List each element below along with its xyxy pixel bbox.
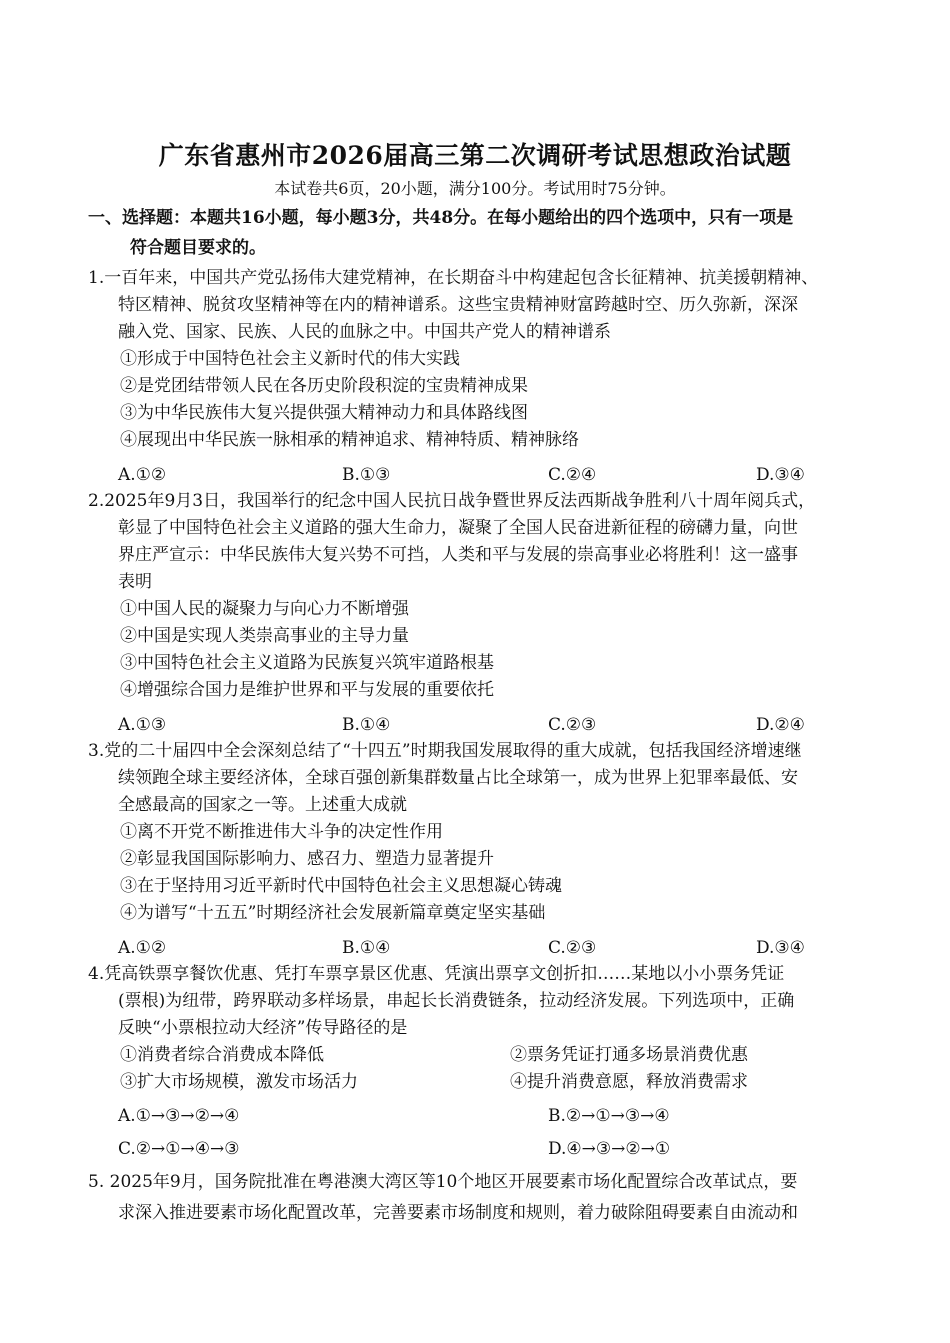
q4-statement: ②票务凭证打通多场景消费优惠 (510, 1045, 748, 1065)
q4-statement: ①消费者综合消费成本降低 (120, 1045, 324, 1065)
q3-option-b: B.①④ (342, 938, 391, 958)
q3-stem-line: 3.党的二十届四中全会深刻总结了“十四五”时期我国发展取得的重大成就，包括我国经济增速继 (88, 741, 802, 761)
q1-option-c: C.②④ (548, 465, 597, 485)
q2-stem-line: 界庄严宣示：中华民族伟大复兴势不可挡，人类和平与发展的崇高事业必将胜利！这一盛事 (118, 545, 798, 565)
q2-statement: ④增强综合国力是维护世界和平与发展的重要依托 (120, 680, 494, 700)
q1-statement: ②是党团结带领人民在各历史阶段积淀的宝贵精神成果 (120, 376, 528, 396)
q3-option-d: D.③④ (756, 938, 805, 958)
q3-statement: ③在于坚持用习近平新时代中国特色社会主义思想凝心铸魂 (120, 876, 562, 896)
q4-option-c: C.②→①→④→③ (118, 1139, 240, 1159)
q2-statement: ①中国人民的凝聚力与向心力不断增强 (120, 599, 409, 619)
q1-statement: ③为中华民族伟大复兴提供强大精神动力和具体路线图 (120, 403, 528, 423)
q2-stem-line: 2.2025年9月3日，我国举行的纪念中国人民抗日战争暨世界反法西斯战争胜利八十周年阅兵式， (88, 491, 816, 511)
q3-statement: ①离不开党不断推进伟大斗争的决定性作用 (120, 822, 443, 842)
q1-stem-line: 特区精神、脱贫攻坚精神等在内的精神谱系。这些宝贵精神财富跨越时空、历久弥新，深深 (118, 295, 798, 315)
q1-option-a: A.①② (118, 465, 167, 485)
q2-option-d: D.②④ (756, 715, 805, 735)
q4-stem-line: 4.凭高铁票享餐饮优惠、凭打车票享景区优惠、凭演出票享文创折扣……某地以小小票务凭证 (88, 964, 785, 984)
q2-stem-line: 表明 (118, 572, 152, 592)
q1-option-d: D.③④ (756, 465, 805, 485)
q4-stem-line: (票根)为纽带，跨界联动多样场景，串起长长消费链条，拉动经济发展。下列选项中，正确 (118, 991, 795, 1011)
q3-stem-line: 续领跑全球主要经济体，全球百强创新集群数量占比全球第一，成为世界上犯罪率最低、安 (118, 768, 798, 788)
section-heading: 一、选择题：本题共16小题，每小题3分，共48分。在每小题给出的四个选项中，只有一项是 (88, 208, 794, 228)
q1-statement: ④展现出中华民族一脉相承的精神追求、精神特质、精神脉络 (120, 430, 579, 450)
q2-option-c: C.②③ (548, 715, 597, 735)
q2-option-a: A.①③ (118, 715, 167, 735)
q3-option-c: C.②③ (548, 938, 597, 958)
q4-option-d: D.④→③→②→① (548, 1139, 671, 1159)
q2-option-b: B.①④ (342, 715, 391, 735)
q3-option-a: A.①② (118, 938, 167, 958)
q3-statement: ②彰显我国国际影响力、感召力、塑造力显著提升 (120, 849, 494, 869)
q4-option-a: A.①→③→②→④ (118, 1106, 240, 1126)
q5-stem-line: 求深入推进要素市场化配置改革，完善要素市场制度和规则，着力破除阻碍要素自由流动和 (118, 1203, 798, 1223)
q1-stem-line: 融入党、国家、民族、人民的血脉之中。中国共产党人的精神谱系 (118, 322, 611, 342)
q4-statement: ③扩大市场规模，激发市场活力 (120, 1072, 358, 1092)
q1-option-b: B.①③ (342, 465, 391, 485)
q4-stem-line: 反映“小票根拉动大经济”传导路径的是 (118, 1018, 408, 1038)
q1-statement: ①形成于中国特色社会主义新时代的伟大实践 (120, 349, 460, 369)
q2-stem-line: 彰显了中国特色社会主义道路的强大生命力，凝聚了全国人民奋进新征程的磅礴力量，向世 (118, 518, 798, 538)
q4-option-b: B.②→①→③→④ (548, 1106, 670, 1126)
q4-statement: ④提升消费意愿，释放消费需求 (510, 1072, 748, 1092)
q3-stem-line: 全感最高的国家之一等。上述重大成就 (118, 795, 407, 815)
page-title: 广东省惠州市2026届高三第二次调研考试思想政治试题 (158, 141, 792, 170)
q3-statement: ④为谱写“十五五”时期经济社会发展新篇章奠定坚实基础 (120, 903, 546, 923)
q2-statement: ③中国特色社会主义道路为民族复兴筑牢道路根基 (120, 653, 494, 673)
exam-info: 本试卷共6页，20小题，满分100分。考试用时75分钟。 (274, 179, 676, 198)
section-heading-cont: 符合题目要求的。 (130, 238, 266, 258)
q5-stem-line: 5. 2025年9月，国务院批准在粤港澳大湾区等10个地区开展要素市场化配置综合改革试点，要 (88, 1172, 798, 1192)
q1-stem-line: 1.一百年来，中国共产党弘扬伟大建党精神，在长期奋斗中构建起包含长征精神、抗美援朝精神、 (88, 268, 819, 288)
q2-statement: ②中国是实现人类崇高事业的主导力量 (120, 626, 409, 646)
